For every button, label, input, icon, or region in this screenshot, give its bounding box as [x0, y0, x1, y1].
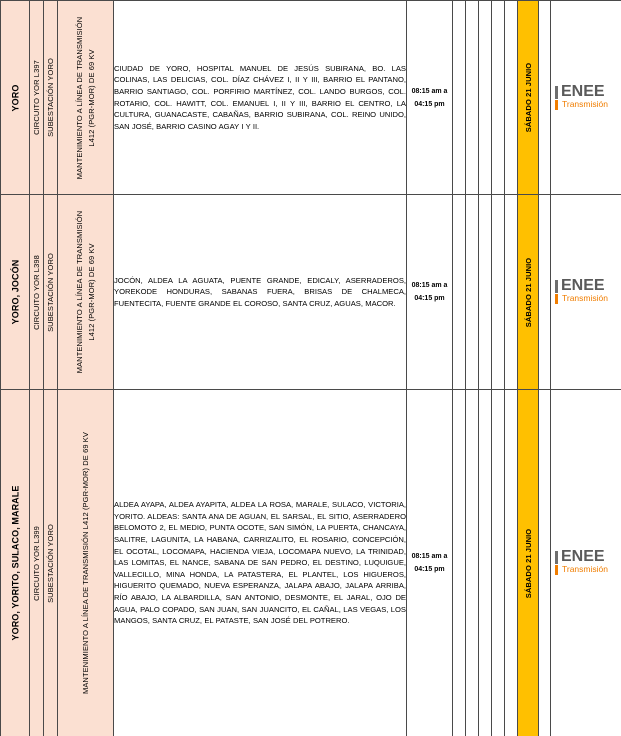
- cell-blank-3: [479, 1, 492, 195]
- cell-blank-1: [453, 390, 466, 736]
- subestacion-label: SUBESTACIÓN YORO: [45, 58, 55, 137]
- hora-fin: 04:15 pm: [414, 566, 445, 573]
- table-row: [1, 195, 621, 390]
- cell-blank-2: [466, 195, 479, 390]
- cell-subestacion: [44, 195, 58, 390]
- descripcion-text: ALDEA AYAPA, ALDEA AYAPITA, ALDEA LA ROSA, MARALE, SULACO, VICTORIA, YORITO. ALDEAS: SANTA ANA DE AGUAN, EL SARSAL, EL SITIO, ASERRADERO BELOMOTO 2, EL MEDIO, PUNTA OCOTE, SAN SIMÓN, LA PUERTA, CHANCAYA, SALITRE, LAGUNITA, LA HABANA, CARRIZALITO, EL ROSARIO, CONCEPCIÓN, EL OCOTAL, LOCOMAPA, HACIENDA VIEJA, LOCOMAPA NUEVO, LA TRINIDAD, LAS LOMITAS, EL NANCE, SABANA DE SAN PEDRO, EL DESTINO, LUQUIGUE, VALLECILLO, MINA HONDA, LA PATASTERA, EL PLANTEL, LOS HIGUEROS, HIGUERITO QUEMADO, NUEVA ESPERANZA, JALAPA ABAJO, JALAPA ARRIBA, RÍO ABAJO, LA ALBARDILLA, SAN ANTONIO, DESMONTE, EL JARAL, OJO DE AGUA, PALO COPADO, SAN JUAN, SAN JUANCITO, EL CAÑAL, LAS VEGAS, LOS MANGOS, SANTA CRUZ, EL PATASTE, SAN JOSÉ DEL POTRERO.: [114, 500, 406, 626]
- cell-horario: [407, 1, 453, 195]
- fecha-label: SÁBADO 21 JUNIO: [523, 62, 533, 133]
- cell-blank-3: [479, 195, 492, 390]
- cell-blank-5: [505, 195, 518, 390]
- cell-fecha: [518, 195, 539, 390]
- cell-subestacion: [44, 1, 58, 195]
- cell-blank-6: [539, 1, 551, 195]
- cell-descripcion: [114, 1, 407, 195]
- municipio-label: YORO: [9, 84, 20, 111]
- logo-primary-text: ENEE: [561, 277, 605, 294]
- cell-logo: [551, 195, 621, 390]
- cell-fecha: [518, 390, 539, 736]
- cell-logo: [551, 1, 621, 195]
- logo-secondary-text: Transmisión: [562, 98, 608, 109]
- municipio-label: YORO, YORITO, SULACO, MARALE: [9, 485, 20, 641]
- logo-bars-icon: [555, 280, 560, 304]
- cell-subestacion: [44, 390, 58, 736]
- cell-blank-4: [492, 195, 505, 390]
- circuito-label: CIRCUITO YOR L398: [31, 254, 41, 330]
- cell-circuito: [30, 390, 44, 736]
- enee-logo: [555, 550, 621, 576]
- trabajo-label: MANTENIMIENTO A LÍNEA DE TRANSMISIÓN L412 (PGR-MOR) DE 69 KV: [74, 210, 96, 374]
- cell-trabajo: [58, 195, 114, 390]
- hora-inicio: 08:15 am a: [411, 87, 448, 95]
- hora-inicio: 08:15 am a: [411, 282, 448, 289]
- cell-blank-5: [505, 390, 518, 736]
- fecha-label: SÁBADO 21 JUNIO: [523, 257, 533, 327]
- cell-logo: [551, 390, 621, 736]
- subestacion-label: SUBESTACIÓN YORO: [45, 523, 55, 603]
- descripcion-text: CIUDAD DE YORO, HOSPITAL MANUEL DE JESÚS SUBIRANA, BO. LAS COLINAS, LAS DELICIAS, COL. DÍAZ CHÁVEZ I, II Y III, BARRIO EL PANTANO, BARRIO SANTIAGO, COL. PORFIRIO MARTÍNEZ, COL. LANDO BURGOS, COL. ROTARIO, COL. HAWITT, COL. EMANUEL I, II Y III, BARRIO EL CENTRO, LA CULTURA, GUANACASTE, CABAÑAS, BARRIO SUBIRANA, COL. REINO UNIDO, SAN JOSÉ, BARRIO CASINO AGAY I Y II.: [114, 63, 406, 131]
- cell-fecha: [518, 1, 539, 195]
- cell-circuito: [30, 1, 44, 195]
- cell-circuito: [30, 195, 44, 390]
- table-row: [1, 1, 621, 195]
- cell-descripcion: [114, 390, 407, 736]
- table-row: [1, 390, 621, 736]
- cell-trabajo: [58, 390, 114, 736]
- cell-blank-3: [479, 390, 492, 736]
- logo-bars-icon: [555, 551, 560, 575]
- cell-horario: [407, 390, 453, 736]
- cell-descripcion: [114, 195, 407, 390]
- fecha-label: SÁBADO 21 JUNIO: [523, 528, 533, 598]
- hora-inicio: 08:15 am a: [411, 553, 448, 560]
- municipio-label: YORO, JOCÓN: [9, 259, 20, 325]
- cell-blank-4: [492, 1, 505, 195]
- cell-horario: [407, 195, 453, 390]
- hora-fin: 04:15 pm: [414, 100, 445, 108]
- cell-blank-5: [505, 1, 518, 195]
- cell-blank-1: [453, 195, 466, 390]
- logo-secondary-text: Transmisión: [562, 564, 608, 574]
- trabajo-label: MANTENIMIENTO A LÍNEA DE TRANSMISIÓN L412 (PGR-MOR) DE 69 KV: [80, 431, 90, 695]
- cell-blank-6: [539, 195, 551, 390]
- circuito-label: CIRCUITO YOR L397: [31, 60, 41, 135]
- enee-logo: [555, 82, 621, 111]
- hora-fin: 04:15 pm: [414, 295, 445, 302]
- cell-municipio: [1, 390, 30, 736]
- cell-blank-6: [539, 390, 551, 736]
- cell-municipio: [1, 195, 30, 390]
- cell-municipio: [1, 1, 30, 195]
- enee-logo: [555, 279, 621, 305]
- logo-primary-text: ENEE: [561, 82, 605, 100]
- cell-blank-4: [492, 390, 505, 736]
- logo-primary-text: ENEE: [561, 548, 605, 565]
- cell-blank-2: [466, 1, 479, 195]
- logo-bars-icon: [555, 86, 560, 110]
- cell-blank-1: [453, 1, 466, 195]
- cell-blank-2: [466, 390, 479, 736]
- cell-trabajo: [58, 1, 114, 195]
- descripcion-text: JOCÓN, ALDEA LA AGUATA, PUENTE GRANDE, EDICALY, ASERRADEROS, YOREKODE HONDURAS, SABANAS FUERA, BRISAS DE CHALMECA, FUENTECITA, FUENTE GRANDE EL COROSO, SANTA CRUZ, AGUAS, MACOR.: [114, 275, 406, 308]
- logo-secondary-text: Transmisión: [562, 293, 608, 303]
- subestacion-label: SUBESTACIÓN YORO: [45, 252, 55, 332]
- trabajo-label: MANTENIMIENTO A LÍNEA DE TRANSMISIÓN L412 (PGR-MOR) DE 69 KV: [74, 16, 96, 179]
- circuito-label: CIRCUITO YOR L399: [31, 525, 41, 601]
